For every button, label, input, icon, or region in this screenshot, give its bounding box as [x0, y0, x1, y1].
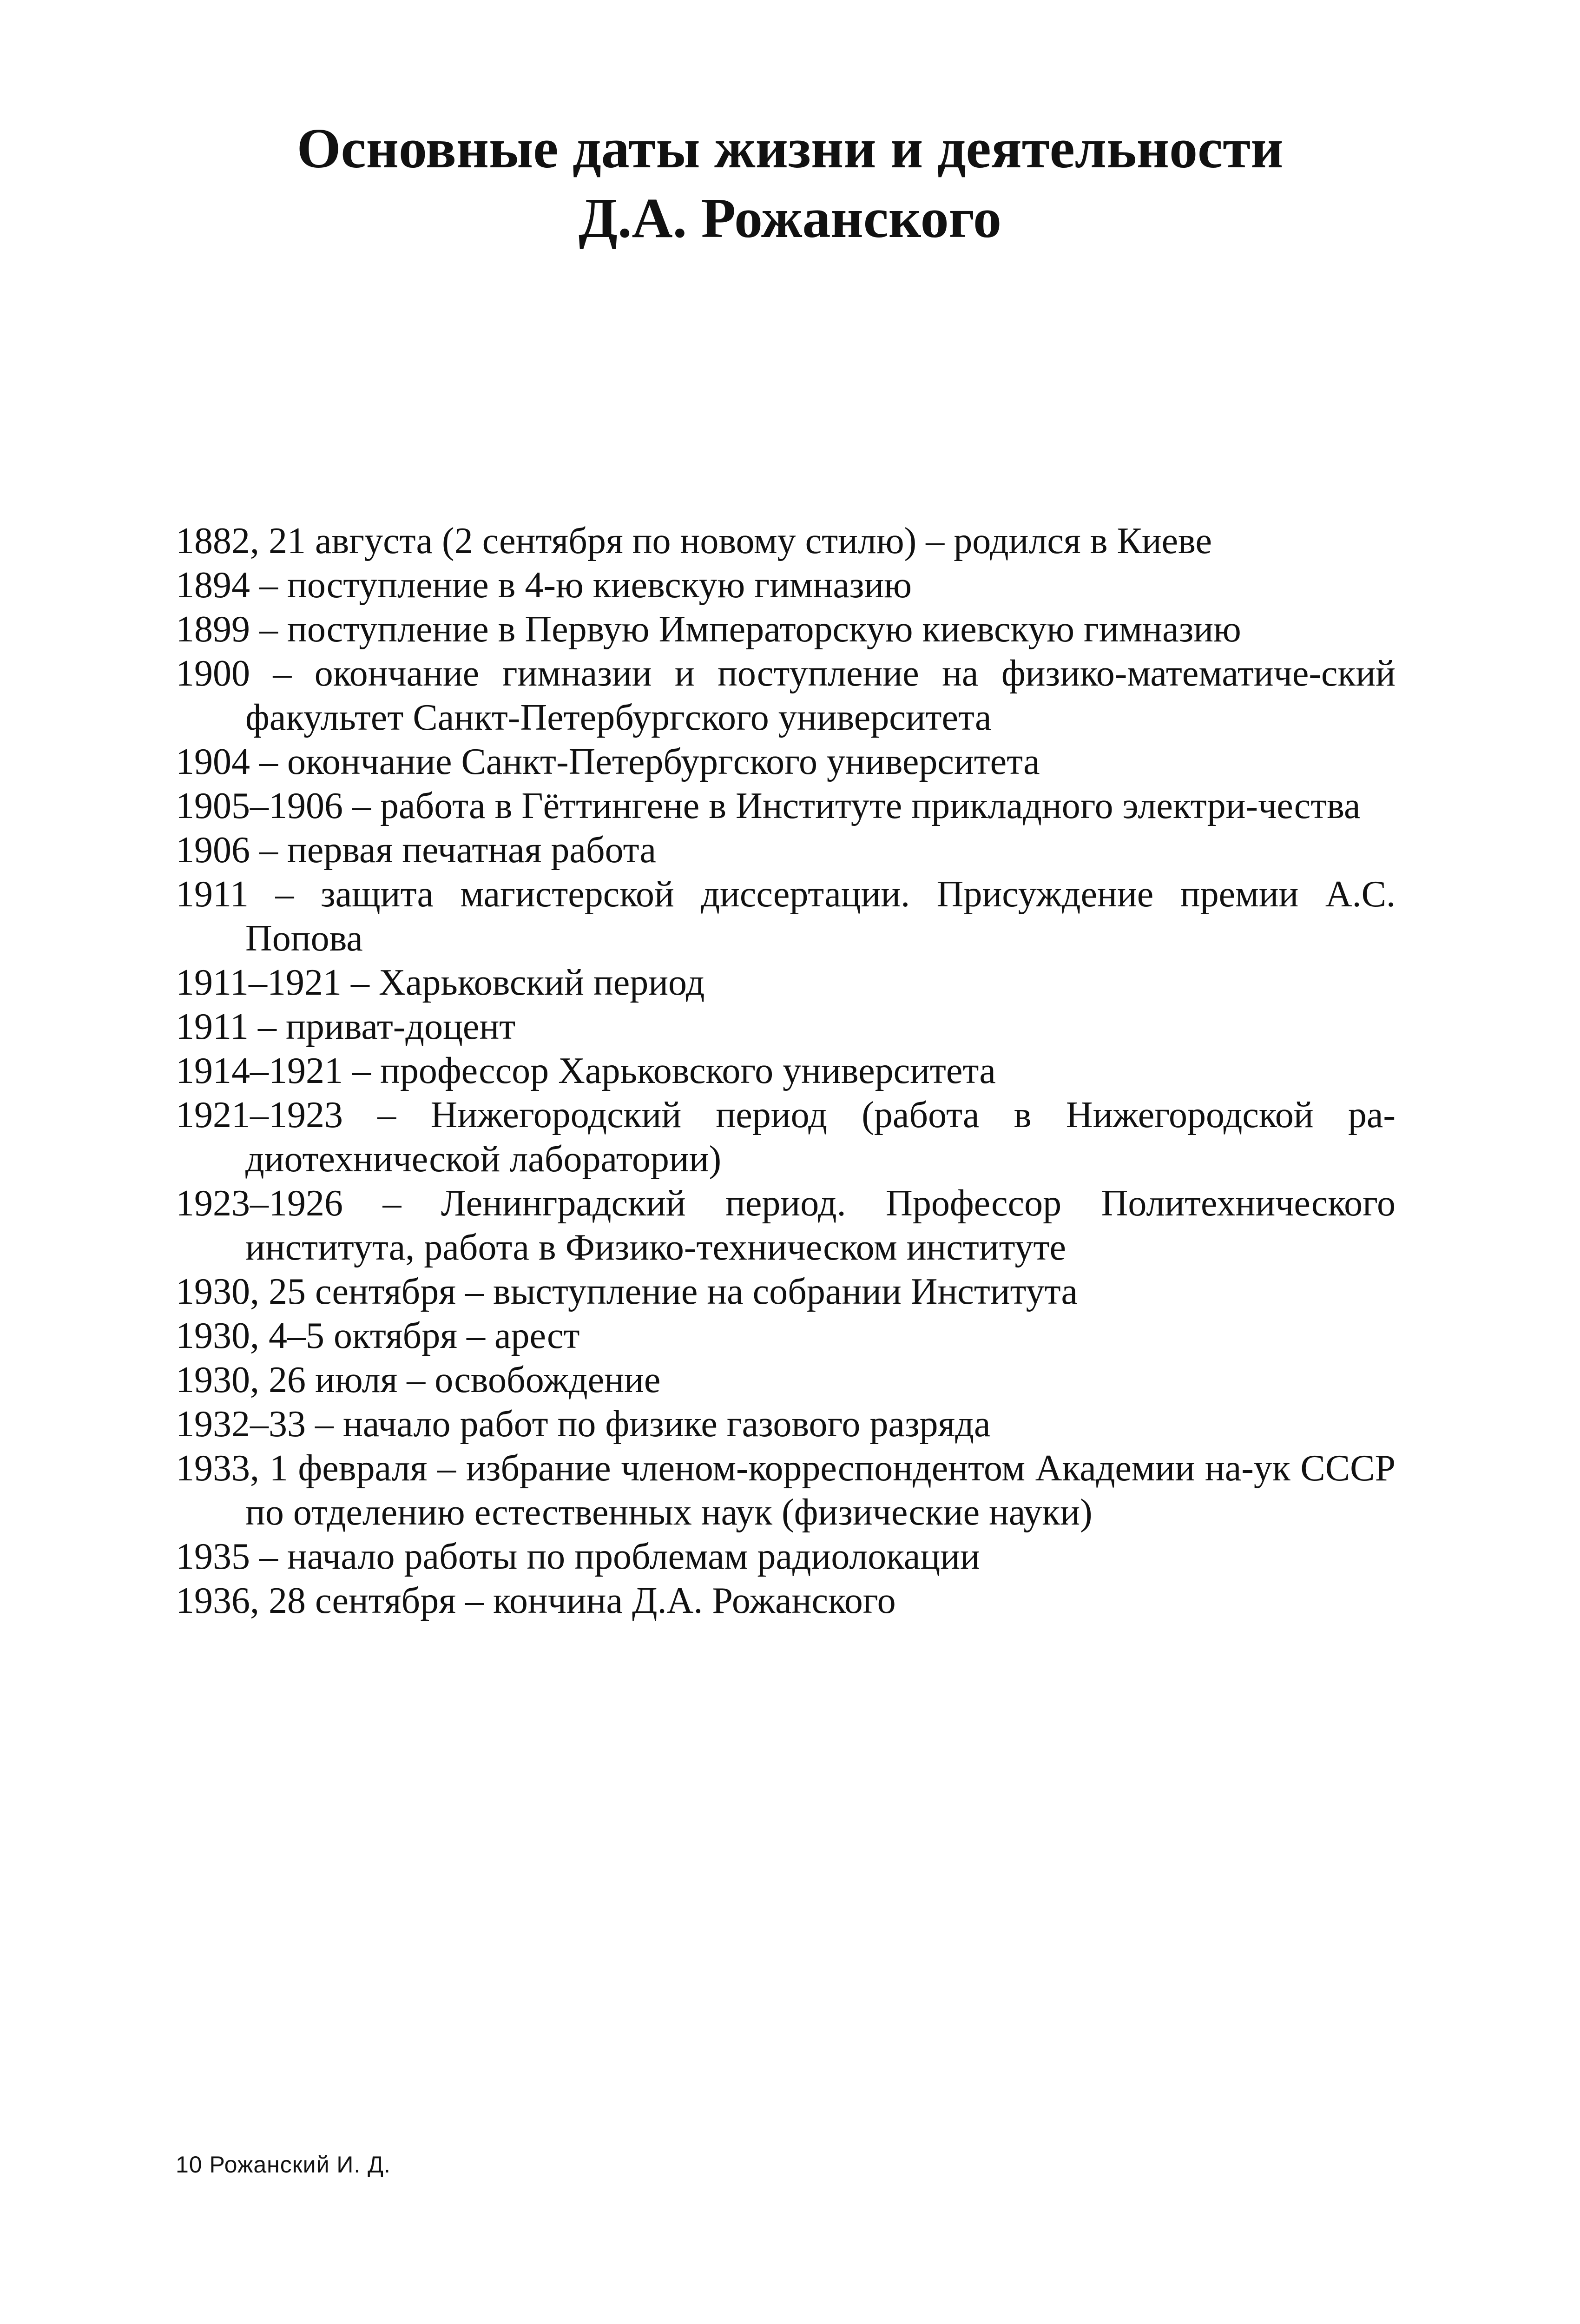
entry-text: 1899 – поступление в Первую Императорскую киевскую гимназию: [176, 609, 1241, 650]
chronology-entry: [176, 961, 1396, 1005]
entry-text: 1900 – окончание гимназии и поступление на физико-математиче-ский факультет Санкт-Петербургского университета: [176, 653, 1396, 738]
chronology-entry: [176, 828, 1396, 872]
entry-text: 1921–1923 – Нижегородский период (работа в Нижегородской ра-диотехнической лаборатории): [176, 1095, 1396, 1180]
chronology-entry: [176, 1049, 1396, 1093]
chronology-entry: [176, 1579, 1396, 1623]
chronology-entry: [176, 784, 1396, 828]
printer-signature: 10 Рожанский И. Д.: [176, 2152, 391, 2178]
entry-text: 1905–1906 – работа в Гёттингене в Институте прикладного электри-чества: [176, 786, 1361, 826]
chronology-entry: [176, 1402, 1396, 1446]
entry-text: 1923–1926 – Ленинградский период. Профессор Политехнического института, работа в Физико-техническом институте: [176, 1183, 1396, 1268]
chronology-entry: [176, 1005, 1396, 1049]
entry-text: 1930, 26 июля – освобождение: [176, 1360, 661, 1400]
title-line-2: Д.А. Рожанского: [579, 187, 1001, 250]
chronology-entry: [176, 607, 1396, 652]
chronology-entry: [176, 740, 1396, 784]
entry-text: 1935 – начало работы по проблемам радиолокации: [176, 1536, 980, 1577]
entry-text: 1906 – первая печатная работа: [176, 830, 657, 871]
entry-text: 1911 – приват-доцент: [176, 1006, 516, 1047]
chronology-entry: [176, 1314, 1396, 1358]
entry-text: 1930, 25 сентября – выступление на собрании Института: [176, 1271, 1078, 1312]
chronology-entry: [176, 872, 1396, 961]
title-line-1: Основные даты жизни и деятельности: [296, 117, 1284, 180]
entry-text: 1930, 4–5 октября – арест: [176, 1315, 580, 1356]
chronology-entry: [176, 1535, 1396, 1579]
chronology-list: [176, 519, 1396, 1623]
chronology-entry: [176, 1270, 1396, 1314]
entry-text: 1911 – защита магистерской диссертации. Присуждение премии А.С. Попова: [176, 874, 1396, 959]
page-title: [0, 114, 1580, 253]
entry-text: 1894 – поступление в 4-ю киевскую гимназию: [176, 565, 912, 606]
chronology-entry: [176, 519, 1396, 563]
chronology-entry: [176, 563, 1396, 607]
entry-text: 1904 – окончание Санкт-Петербургского университета: [176, 741, 1040, 782]
entry-text: 1911–1921 – Харьковский период: [176, 962, 705, 1003]
chronology-entry: [176, 1446, 1396, 1535]
entry-text: 1933, 1 февраля – избрание членом-корреспондентом Академии на-ук СССР по отделению естественных наук (физические науки): [176, 1448, 1396, 1533]
chronology-entry: [176, 1093, 1396, 1182]
chronology-entry: [176, 1358, 1396, 1402]
entry-text: 1936, 28 сентября – кончина Д.А. Рожанского: [176, 1580, 896, 1621]
entry-text: 1882, 21 августа (2 сентября по новому стилю) – родился в Киеве: [176, 521, 1212, 561]
chronology-entry: [176, 1182, 1396, 1270]
entry-text: 1932–33 – начало работ по физике газового разряда: [176, 1404, 991, 1445]
entry-text: 1914–1921 – профессор Харьковского университета: [176, 1050, 996, 1091]
chronology-entry: [176, 652, 1396, 740]
